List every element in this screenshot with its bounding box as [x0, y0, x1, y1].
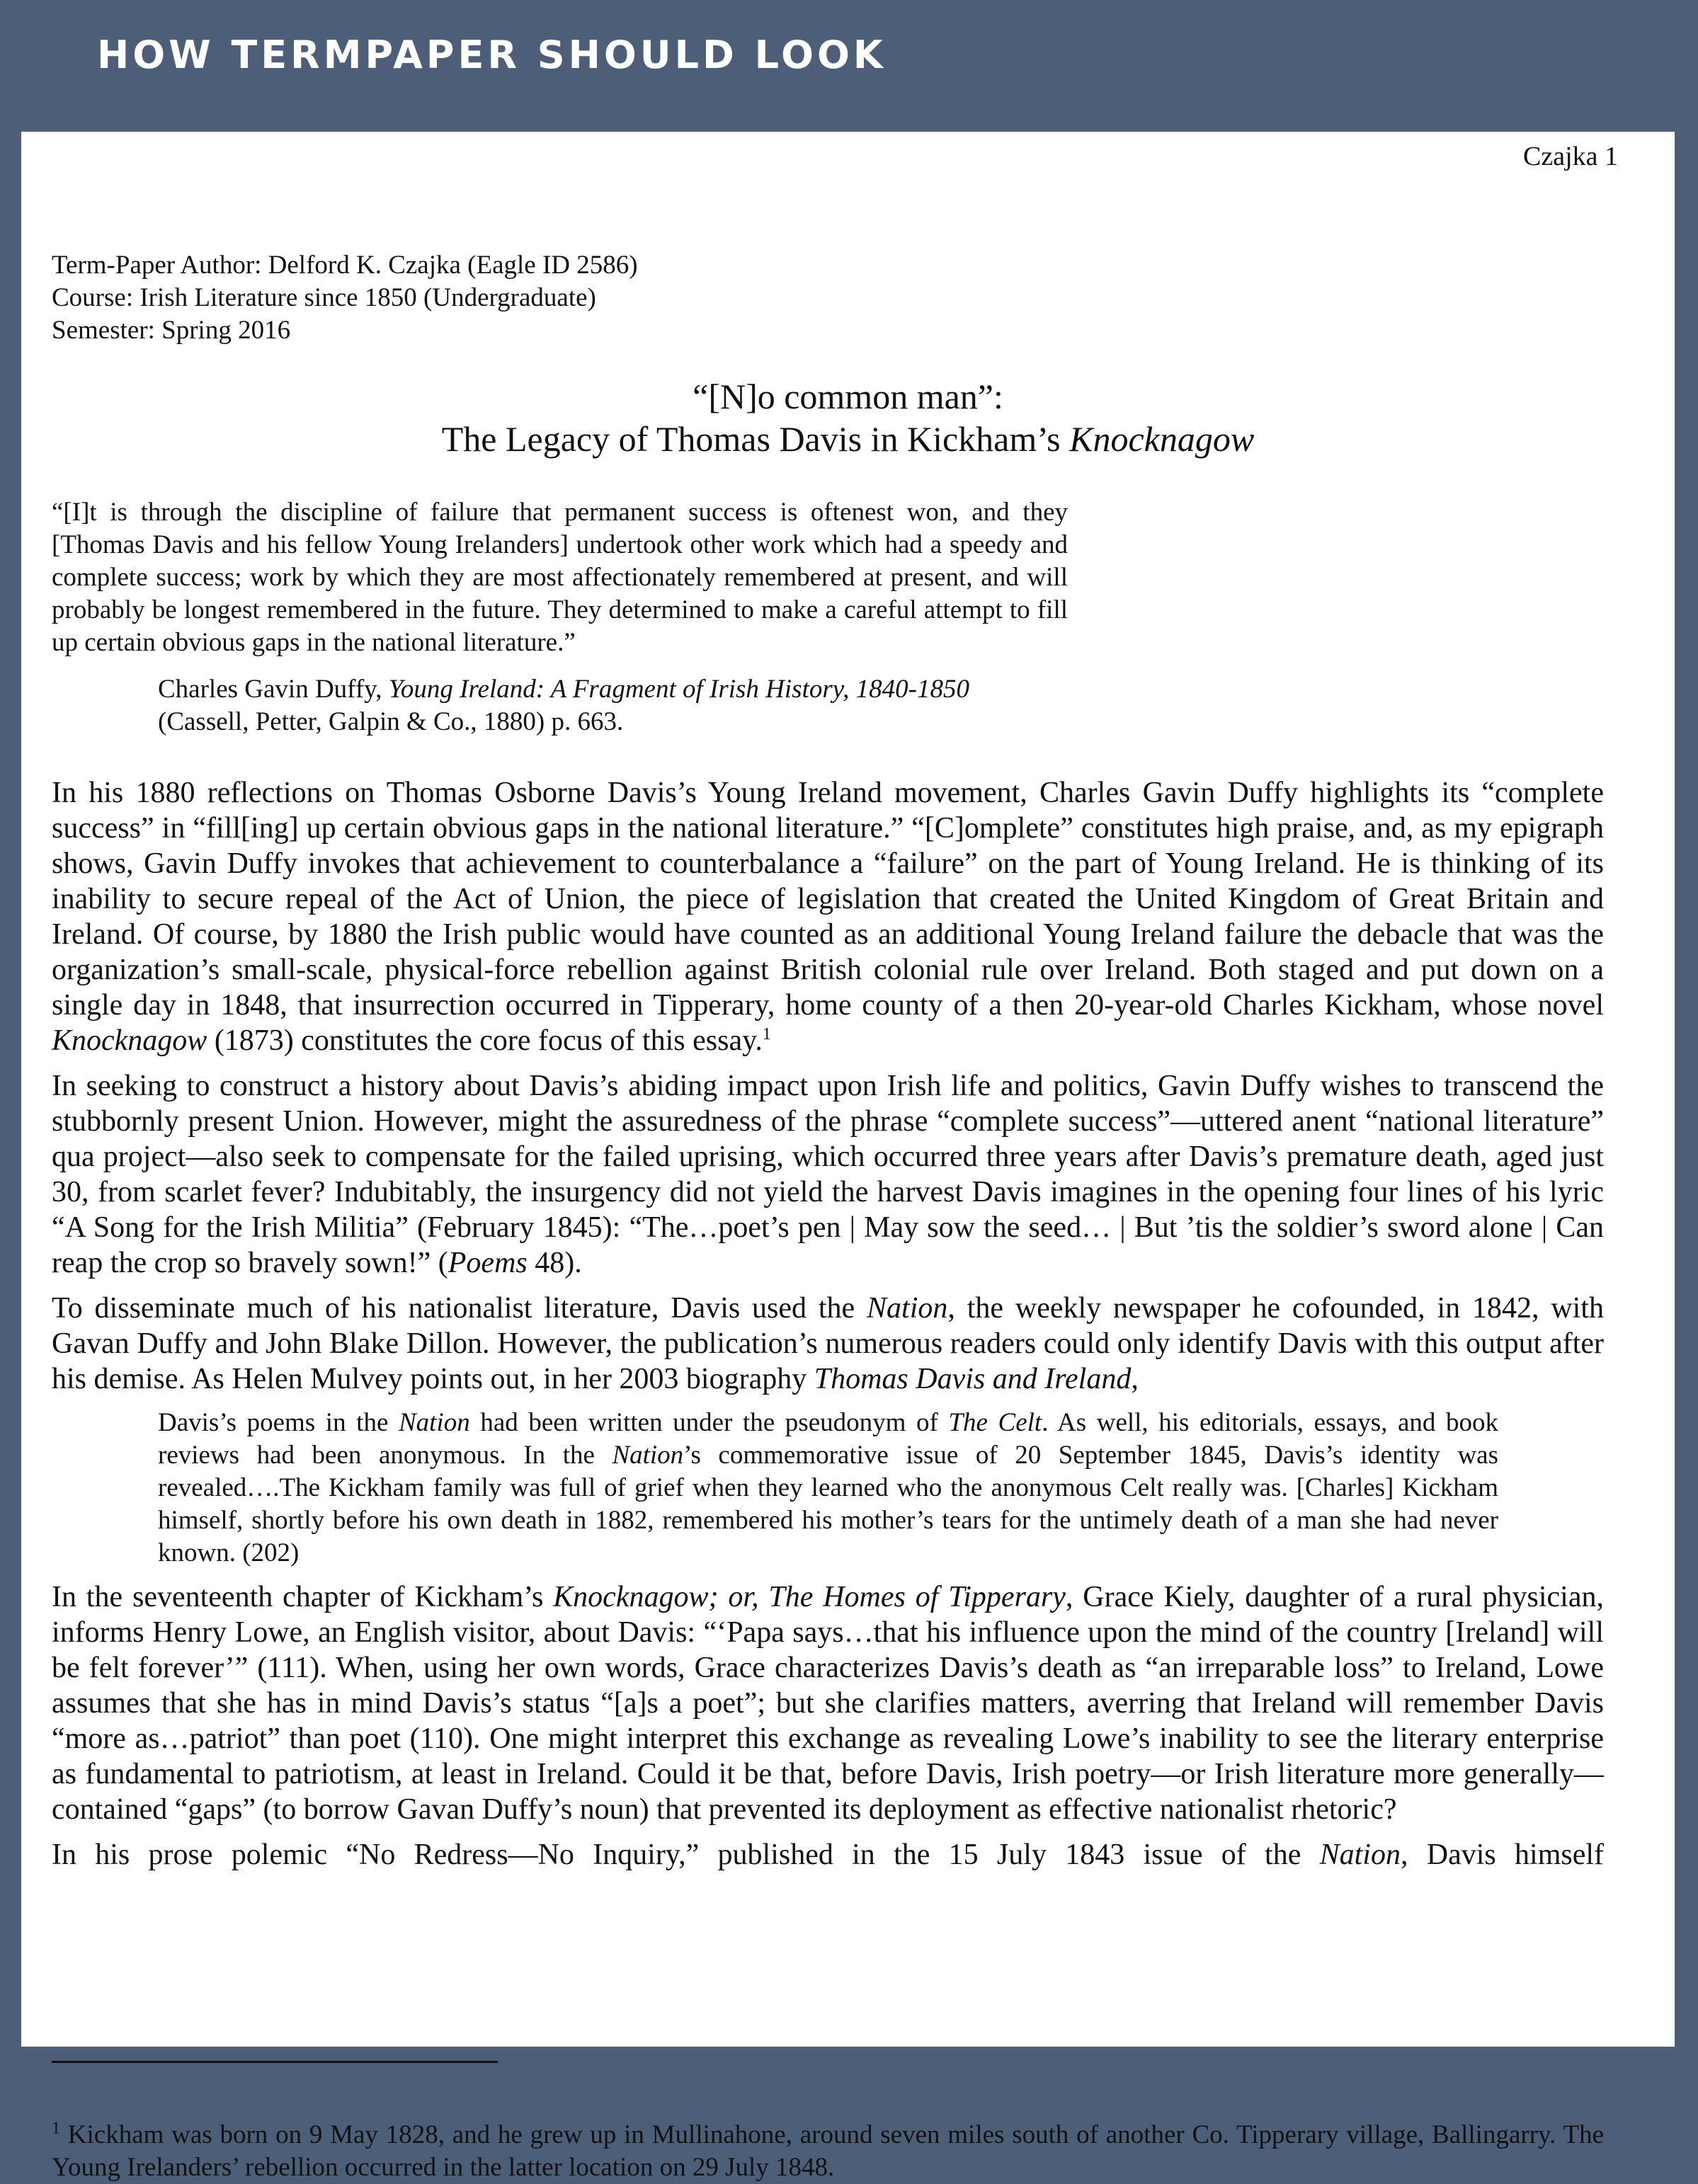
title-line-1: “[N]o common man”:	[693, 377, 1003, 416]
semester-line: Semester: Spring 2016	[52, 316, 291, 345]
footnote-divider	[52, 2061, 498, 2063]
block-quote: Davis’s poems in the Nation had been written under the pseudonym of The Celt. As well, his editorials, essays, and book reviews had been anonymous. In the Nation’s commemorative issue of 20 September 1845, Davis’s identity was revealed….The Kickham family was full of grief when they learned who the anonymous Celt really was. [Charles] Kickham himself, shortly before his own death in 1882, remembered his mother’s tears for the untimely death of a man she had never known. (202)	[158, 1408, 1498, 1567]
header-banner	[0, 0, 1698, 132]
paragraph: In seeking to construct a history about Davis’s abiding impact upon Irish life and politics, Gavin Duffy wishes to transcend the stubbornly present Union. However, might the assuredness of the phrase “complete success”—uttered anent “national literature” qua project—also seek to compensate for the failed uprising, which occurred three years after Davis’s premature death, aged just 30, from scarlet fever? Indubitably, the insurgency did not yield the harvest Davis imagines in the opening four lines of his lyric “A Song for the Irish Militia” (February 1845): “The…poet’s pen | May sow the seed… | But ’tis the soldier’s sword alone | Can reap the crop so bravely sown!” (Poems 48).	[52, 1070, 1604, 1279]
author-line: Term-Paper Author: Delford K. Czajka (Eagle ID 2586)	[52, 251, 638, 280]
document-page	[21, 132, 1675, 2182]
page-number: Czajka 1	[1522, 142, 1618, 171]
paragraph: To disseminate much of his nationalist literature, Davis used the Nation, the weekly newspaper he cofounded, in 1842, with Gavan Duffy and John Blake Dillon. However, the publication’s numerous readers could only identify Davis with this output after his demise. As Helen Mulvey points out, in her 2003 biography Thomas Davis and Ireland,	[52, 1292, 1604, 1395]
banner-title: HOW TERMPAPER SHOULD LOOK	[97, 33, 887, 77]
paragraph: In his 1880 reflections on Thomas Osborne Davis’s Young Ireland movement, Charles Gavin Duffy highlights its “complete success” in “fill[ing] up certain obvious gaps in the national literature.” “[C]omplete” constitutes high praise, and, as my epigraph shows, Gavin Duffy invokes that achievement to counterbalance a “failure” on the part of Young Ireland. He is thinking of its inability to secure repeal of the Act of Union, the piece of legislation that created the United Kingdom of Great Britain and Ireland. Of course, by 1880 the Irish public would have counted as an additional Young Ireland failure the debacle that was the organization’s small-scale, physical-force rebellion against British colonial rule over Ireland. Both staged and put down on a single day in 1848, that insurrection occurred in Tipperary, home county of a then 20-year-old Charles Kickham, whose novel Knocknagow (1873) constitutes the core focus of this essay.$^1$	[52, 777, 1604, 1057]
footnote-number: 1	[52, 2119, 60, 2138]
paragraph: In the seventeenth chapter of Kickham’s Knocknagow; or, The Homes of Tipperary, Grace Kiely, daughter of a rural physician, informs Henry Lowe, an English visitor, about Davis: “‘Papa says…that his influence upon the mind of the country [Ireland] will be felt forever’” (111). When, using her own words, Grace characterizes Davis’s death as “an irreparable loss” to Ireland, Lowe assumes that she has in mind Davis’s status “[a]s a poet”; but she clarifies matters, averring that Ireland will remember Davis “more as…patriot” than poet (110). One might interpret this exchange as revealing Lowe’s inability to see the literary enterprise as fundamental to patriotism, at least in Ireland. Could it be that, before Davis, Irish poetry—or Irish literature more generally—contained “gaps” (to borrow Gavan Duffy’s noun) that prevented its deployment as effective nationalist rhetoric?	[52, 1581, 1604, 1826]
title-line-2: The Legacy of Thomas Davis in Kickham’s Knocknagow	[441, 419, 1255, 459]
paragraph: In his prose polemic “No Redress—No Inquiry,” published in the 15 July 1843 issue of the Nation, Davis himself	[52, 1839, 1605, 1871]
paper-title	[21, 375, 1675, 460]
body-text	[52, 775, 1604, 1882]
author-info	[52, 249, 638, 347]
footnote: $^1$ Kickham was born on 9 May 1828, and he grew up in Mullinahone, around seven miles south of another Co. Tipperary village, Ballingarry. The Young Irelanders’ rebellion occurred in the latter location on 29 July 1848.	[52, 2119, 1604, 2182]
footnote-marker: 1	[762, 1025, 771, 1044]
epigraph-source: Charles Gavin Duffy, Young Ireland: A Fragment of Irish History, 1840-1850 (Cassell, Petter, Galpin & Co., 1880) p. 663.	[158, 675, 969, 736]
course-line: Course: Irish Literature since 1850 (Undergraduate)	[52, 283, 596, 312]
epigraph-quote: “[I]t is through the discipline of failure that permanent success is oftenest won, and they [Thomas Davis and his fellow Young Irelanders] undertook other work which had a speedy and complete success; work by which they are most affectionately remembered at present, and will probably be longest remembered in the future. They determined to make a careful attempt to fill up certain obvious gaps in the national literature.”	[52, 498, 1068, 657]
